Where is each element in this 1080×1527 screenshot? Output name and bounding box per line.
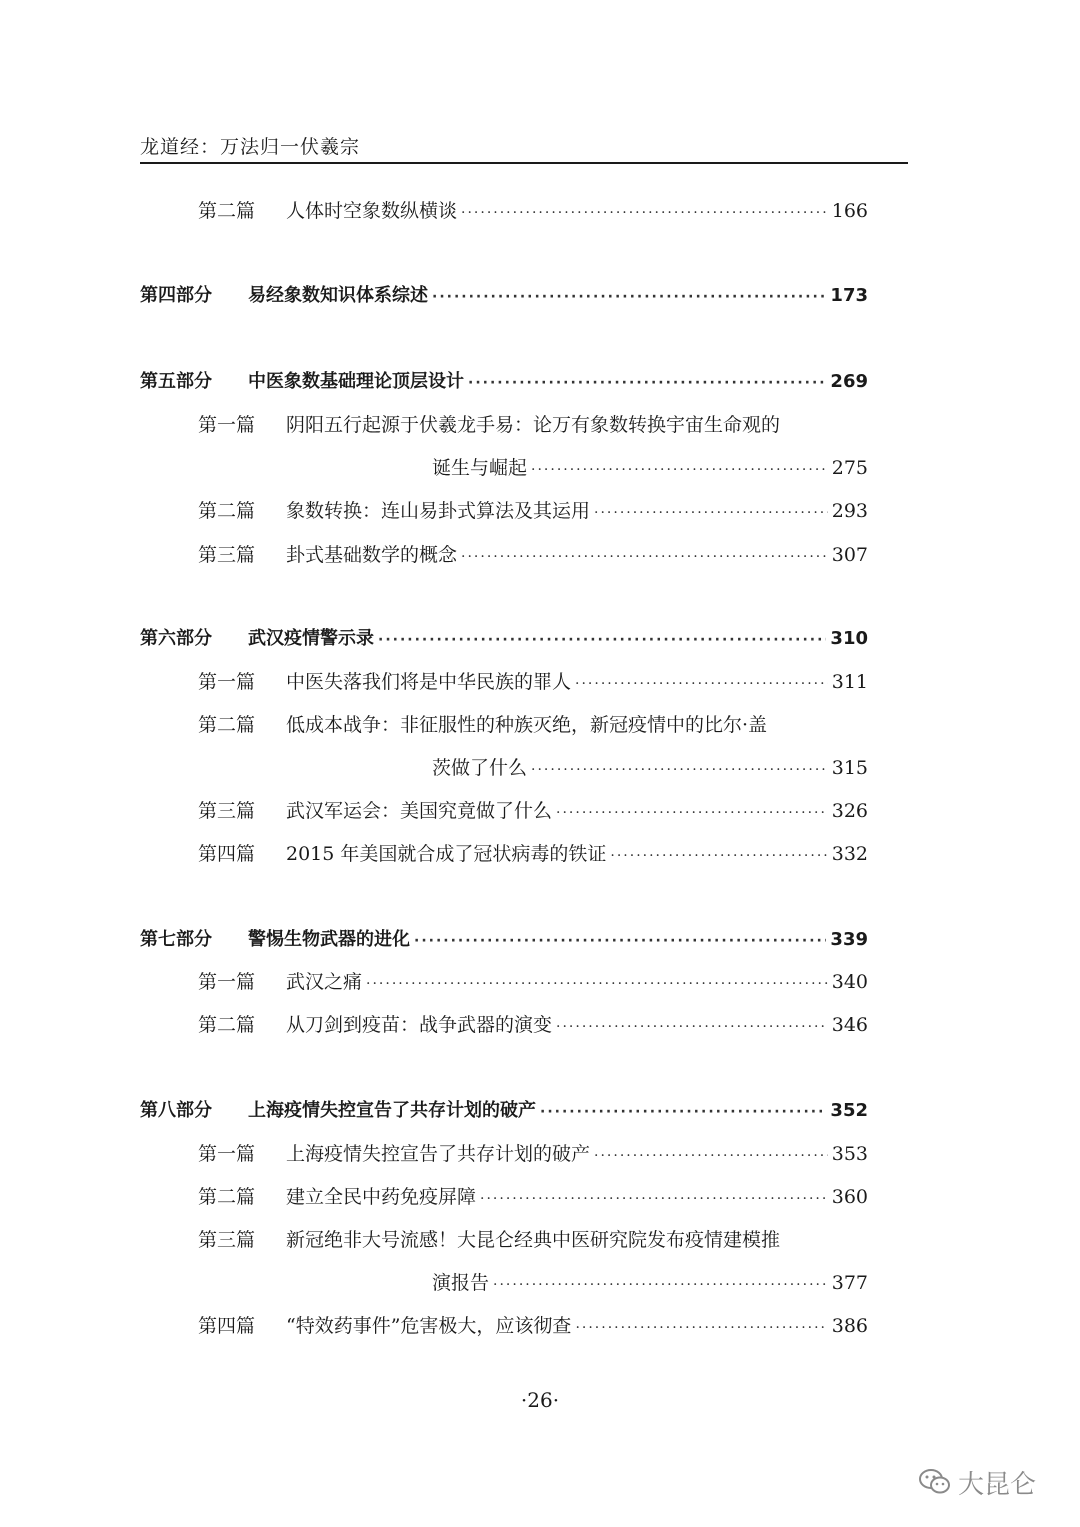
toc-page-number: 386 (831, 1315, 868, 1337)
toc-title: “特效药事件”危害极大，应该彻查 (286, 1315, 572, 1337)
toc-label: 第二篇 (198, 500, 256, 522)
toc-leader-dots (594, 1148, 828, 1164)
toc-label: 第一篇 (198, 971, 256, 993)
toc-page-number: 339 (830, 929, 868, 950)
toc-title: 中医失落我们将是中华民族的罪人 (286, 671, 572, 693)
toc-label: 第二篇 (198, 200, 256, 222)
toc-label: 第四篇 (198, 843, 256, 865)
toc-part-row (140, 624, 868, 650)
toc-title: 上海疫情失控宣告了共存计划的破产 (248, 1100, 536, 1121)
toc-leader-dots (531, 762, 828, 778)
toc-leader-dots (480, 1191, 828, 1207)
toc-title: 阴阳五行起源于伏羲龙手易：论万有象数转换宇宙生命观的 (286, 414, 781, 436)
toc-part-row (140, 281, 868, 307)
toc-label: 第七部分 (140, 929, 212, 950)
toc-chapter-row (140, 710, 868, 737)
toc-chapter-row (140, 540, 868, 567)
toc-title: 象数转换：连山易卦式算法及其运用 (286, 500, 591, 522)
toc-chapter-row (140, 1182, 868, 1209)
toc-title: 建立全民中药免疫屏障 (286, 1186, 477, 1208)
toc-label: 第二篇 (198, 1014, 256, 1036)
watermark (918, 1460, 1036, 1504)
toc-label: 第三篇 (198, 544, 256, 566)
toc-chapter-row (140, 196, 868, 223)
toc-leader-dots (575, 676, 828, 692)
toc-leader-dots (461, 205, 828, 221)
toc-leader-dots (493, 1277, 828, 1293)
toc-title: 诞生与崛起 (432, 457, 528, 479)
toc-title: 武汉疫情警示录 (248, 628, 374, 649)
toc-part-row (140, 1096, 868, 1122)
toc-page-number: 310 (830, 628, 868, 649)
toc-chapter-row (140, 496, 868, 523)
toc-chapter-row (140, 410, 868, 437)
toc-title: 新冠绝非大号流感！大昆仑经典中医研究院发布疫情建模推 (286, 1229, 781, 1251)
toc-chapter-row (140, 967, 868, 994)
toc-chapter-row (286, 453, 868, 480)
toc-leader-dots (366, 976, 828, 992)
page-number: ·26· (520, 1388, 560, 1412)
toc-page-number: 360 (831, 1186, 868, 1208)
toc-label: 第一篇 (198, 414, 256, 436)
toc-page-number: 326 (831, 800, 868, 822)
running-header: 龙道经：万法归一伏羲宗 (140, 136, 361, 158)
toc-page-number: 307 (831, 544, 868, 566)
toc-leader-dots (461, 549, 828, 565)
toc-title: 2015 年美国就合成了冠状病毒的铁证 (286, 843, 607, 865)
toc-label: 第二篇 (198, 714, 256, 736)
toc-chapter-row (286, 1268, 868, 1295)
toc-page-number: 269 (830, 371, 868, 392)
watermark-text: 大昆仑 (958, 1469, 1037, 1500)
toc-chapter-row (140, 1225, 868, 1252)
toc-title: 上海疫情失控宣告了共存计划的破产 (286, 1143, 591, 1165)
toc-title: 演报告 (432, 1272, 490, 1294)
toc-chapter-row (140, 839, 868, 866)
toc-label: 第一篇 (198, 1143, 256, 1165)
toc-leader-dots (540, 1104, 826, 1120)
toc-leader-dots (594, 505, 828, 521)
toc-page-number: 377 (831, 1272, 868, 1294)
toc-page-number: 166 (831, 200, 868, 222)
toc-page-number: 332 (831, 843, 868, 865)
toc-leader-dots (531, 462, 828, 478)
toc-chapter-row (140, 1311, 868, 1338)
toc-chapter-row (140, 667, 868, 694)
toc-leader-dots (610, 848, 827, 864)
toc-leader-dots (556, 805, 828, 821)
toc-chapter-row (140, 1139, 868, 1166)
toc-title: 卦式基础数学的概念 (286, 544, 458, 566)
toc-leader-dots (468, 375, 826, 391)
toc-title: 从刀剑到疫苗：战争武器的演变 (286, 1014, 553, 1036)
toc-leader-dots (432, 289, 826, 305)
toc-label: 第一篇 (198, 671, 256, 693)
toc-title: 武汉军运会：美国究竟做了什么 (286, 800, 553, 822)
toc-title: 人体时空象数纵横谈 (286, 200, 458, 222)
toc-page-number: 340 (831, 971, 868, 993)
toc-page-number: 346 (831, 1014, 868, 1036)
toc-label: 第六部分 (140, 628, 212, 649)
toc-leader-dots (378, 632, 826, 648)
toc-label: 第三篇 (198, 1229, 256, 1251)
toc-title: 警惕生物武器的进化 (248, 929, 410, 950)
toc-page-number: 352 (830, 1100, 868, 1121)
toc-page-number: 275 (831, 457, 868, 479)
wechat-icon (918, 1467, 952, 1497)
toc-chapter-row (140, 1010, 868, 1037)
toc-label: 第四部分 (140, 285, 212, 306)
toc-page-number: 173 (830, 285, 868, 306)
toc-title: 武汉之痛 (286, 971, 363, 993)
toc-leader-dots (556, 1019, 828, 1035)
toc-label: 第五部分 (140, 371, 212, 392)
toc-part-row (140, 367, 868, 393)
toc-page-number: 293 (831, 500, 868, 522)
toc-chapter-row (286, 753, 868, 780)
toc-title: 中医象数基础理论顶层设计 (248, 371, 464, 392)
toc-leader-dots (575, 1320, 827, 1336)
toc-label: 第四篇 (198, 1315, 256, 1337)
toc-label: 第三篇 (198, 800, 256, 822)
toc-label: 第八部分 (140, 1100, 212, 1121)
toc-page-number: 311 (831, 671, 868, 693)
toc-title: 茨做了什么 (432, 757, 528, 779)
table-of-contents (140, 0, 868, 1527)
toc-title: 易经象数知识体系综述 (248, 285, 428, 306)
toc-page-number: 353 (831, 1143, 868, 1165)
toc-page-number: 315 (831, 757, 868, 779)
toc-label: 第二篇 (198, 1186, 256, 1208)
toc-part-row (140, 925, 868, 951)
toc-title: 低成本战争：非征服性的种族灭绝，新冠疫情中的比尔·盖 (286, 714, 768, 736)
toc-chapter-row (140, 796, 868, 823)
toc-leader-dots (414, 933, 826, 949)
